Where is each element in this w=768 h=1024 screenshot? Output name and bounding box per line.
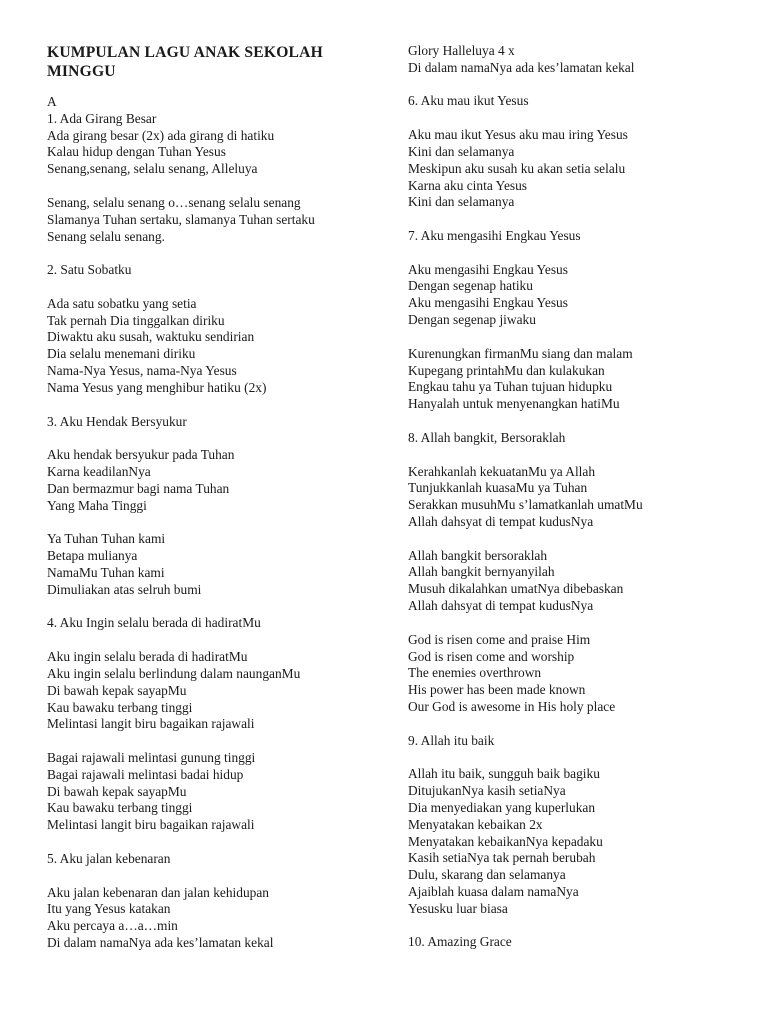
lyric-line: Bagai rajawali melintasi badai hidup	[47, 766, 244, 782]
lyric-line: NamaMu Tuhan kami	[47, 564, 165, 580]
lyric-line: Bagai rajawali melintasi gunung tinggi	[47, 749, 256, 765]
song-heading: A	[47, 94, 57, 109]
lyric-line: Allah dahsyat di tempat kudusNya	[408, 598, 594, 614]
lyric-line: His power has been made known	[408, 682, 586, 698]
lyric-line: The enemies overthrown	[408, 665, 542, 681]
lyric-line: Allah bangkit bersoraklah	[408, 547, 548, 563]
lyric-line: Aku hendak bersyukur pada Tuhan	[47, 447, 235, 463]
lyric-line: Kasih setiaNya tak pernah berubah	[408, 850, 596, 866]
lyric-line: Kurenungkan firmanMu siang dan malam	[408, 345, 633, 361]
lyric-line: Diwaktu aku susah, waktuku sendirian	[47, 329, 255, 345]
lyric-line: Aku percaya a…a…min	[47, 918, 178, 934]
lyric-line: Dengan segenap hatiku	[408, 278, 533, 294]
lyric-line: Kupegang printahMu dan kulakukan	[408, 362, 605, 378]
lyric-line: Karna aku cinta Yesus	[408, 177, 528, 193]
lyric-line: Kalau hidup dengan Tuhan Yesus	[47, 144, 226, 160]
lyric-line: Aku mengasihi Engkau Yesus	[408, 261, 568, 277]
lyric-line: Ya Tuhan Tuhan kami	[47, 531, 166, 547]
song-heading: 2. Satu Sobatku	[47, 262, 132, 278]
document-title: KUMPULAN LAGU ANAK SEKOLAH MINGGU	[47, 44, 323, 80]
lyric-line: Di bawah kepak sayapMu	[47, 783, 187, 799]
song-heading: 4. Aku Ingin selalu berada di hadiratMu	[47, 615, 261, 631]
lyric-line: Dia menyediakan yang kuperlukan	[408, 799, 596, 815]
lyric-line: Kerahkanlah kekuatanMu ya Allah	[408, 463, 596, 479]
lyric-line: Dia selalu menemani diriku	[47, 346, 196, 362]
lyric-line: Senang, selalu senang o…senang selalu senang	[47, 194, 301, 210]
lyric-line: Dengan segenap jiwaku	[408, 312, 536, 328]
lyric-line: Meskipun aku susah ku akan setia selalu	[408, 160, 626, 176]
song-heading: 9. Allah itu baik	[408, 732, 495, 748]
song-heading: 8. Allah bangkit, Bersoraklah	[408, 429, 566, 445]
lyric-line: Engkau tahu ya Tuhan tujuan hidupku	[408, 379, 613, 395]
song-heading: 5. Aku jalan kebenaran	[47, 850, 171, 866]
lyric-line: Karna keadilanNya	[47, 464, 151, 480]
lyric-line: Tunjukkanlah kuasaMu ya Tuhan	[408, 480, 588, 496]
lyric-line: Di dalam namaNya ada kes’lamatan kekal	[47, 935, 274, 950]
lyric-line: Aku ingin selalu berlindung dalam naunganMu	[47, 665, 301, 681]
song-heading: 3. Aku Hendak Bersyukur	[47, 413, 187, 429]
lyric-line: Ada satu sobatku yang setia	[47, 295, 197, 311]
lyric-line: Aku mau ikut Yesus aku mau iring Yesus	[408, 127, 628, 143]
lyric-line: Musuh dikalahkan umatNya dibebaskan	[408, 581, 624, 597]
lyric-line: Dan bermazmur bagi nama Tuhan	[47, 480, 230, 496]
lyric-line: Senang,senang, selalu senang, Alleluya	[47, 161, 258, 177]
lyric-line: God is risen come and praise Him	[408, 631, 591, 647]
lyric-line: Tak pernah Dia tinggalkan diriku	[47, 312, 225, 328]
lyric-line: God is risen come and worship	[408, 648, 575, 664]
lyric-line: Allah dahsyat di tempat kudusNya	[408, 513, 594, 529]
lyric-line: Aku jalan kebenaran dan jalan kehidupan	[47, 884, 269, 900]
song-heading: 6. Aku mau ikut Yesus	[408, 93, 529, 109]
song-heading: 7. Aku mengasihi Engkau Yesus	[408, 228, 581, 244]
lyric-line: Aku ingin selalu berada di hadiratMu	[47, 649, 248, 665]
lyric-line: Allah itu baik, sungguh baik bagiku	[408, 766, 600, 782]
lyric-line: Senang selalu senang.	[47, 228, 165, 244]
song-heading: 10. Amazing Grace	[408, 934, 512, 950]
lyric-line: Di dalam namaNya ada kes’lamatan kekal	[408, 59, 635, 75]
lyric-line: Melintasi langit biru bagaikan rajawali	[47, 716, 255, 732]
lyric-line: Kau bawaku terbang tinggi	[47, 699, 193, 715]
lyric-line: Serakkan musuhMu s’lamatkanlah umatMu	[408, 497, 643, 513]
lyric-line: Yesusku luar biasa	[408, 900, 508, 916]
lyric-line: Dimuliakan atas selruh bumi	[47, 581, 202, 597]
lyric-line: Ada girang besar (2x) ada girang di hatiku	[47, 127, 275, 143]
lyric-line: Nama-Nya Yesus, nama-Nya Yesus	[47, 363, 237, 379]
lyric-line: Menyatakan kebaikanNya kepadaku	[408, 833, 603, 849]
lyric-line: Itu yang Yesus katakan	[47, 901, 171, 917]
lyric-line: Yang Maha Tinggi	[47, 497, 147, 513]
lyric-line: Our God is awesome in His holy place	[408, 698, 616, 714]
lyric-line: Kini dan selamanya	[408, 143, 515, 159]
lyric-line: Melintasi langit biru bagaikan rajawali	[47, 817, 255, 833]
lyric-line: Ajaiblah kuasa dalam namaNya	[408, 884, 579, 899]
lyric-line: Dulu, skarang dan selamanya	[408, 867, 566, 883]
lyric-line: Slamanya Tuhan sertaku, slamanya Tuhan sertaku	[47, 211, 315, 227]
lyric-line: Glory Halleluya 4 x	[408, 43, 515, 58]
song-heading: 1. Ada Girang Besar	[47, 110, 157, 126]
lyric-line: Di bawah kepak sayapMu	[47, 682, 187, 698]
lyric-line: Aku mengasihi Engkau Yesus	[408, 295, 568, 311]
lyric-line: Nama Yesus yang menghibur hatiku (2x)	[47, 379, 267, 395]
lyric-line: Allah bangkit bernyanyilah	[408, 564, 555, 580]
lyric-line: Kini dan selamanya	[408, 194, 515, 210]
lyric-line: Hanyalah untuk menyenangkan hatiMu	[408, 396, 620, 412]
lyric-line: Betapa mulianya	[47, 548, 138, 564]
lyric-line: Menyatakan kebaikan 2x	[408, 816, 543, 832]
lyric-line: DitujukanNya kasih setiaNya	[408, 783, 566, 799]
lyric-line: Kau bawaku terbang tinggi	[47, 800, 193, 816]
